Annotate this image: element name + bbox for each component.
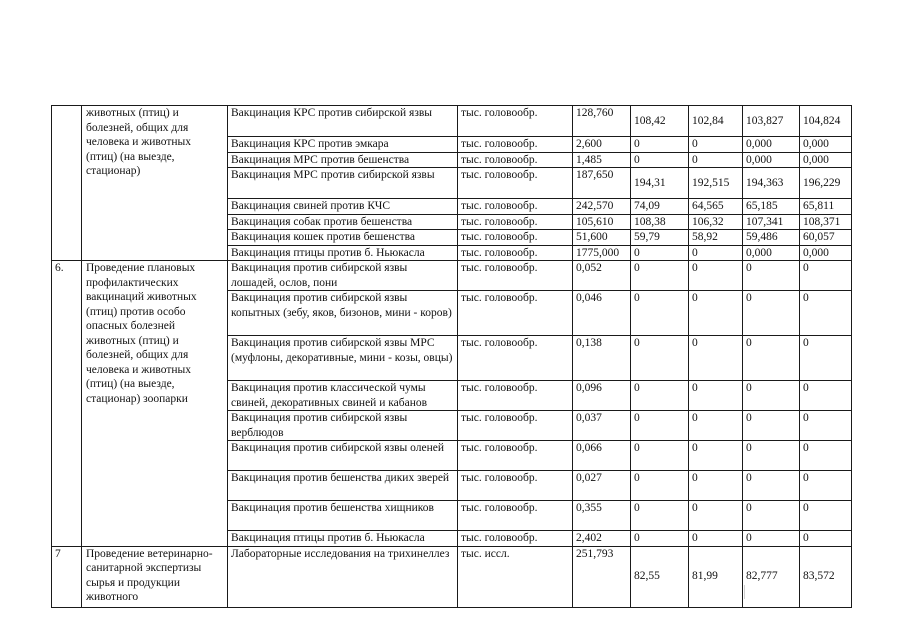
unit-cell: тыс. головообр. [458,291,573,336]
value-cell: 82,777 [743,546,800,607]
value-cell: 0 [743,336,800,381]
activity-name: Вакцинация МРС против сибирской язвы [228,168,458,199]
value-cell: 0 [743,261,800,291]
value-cell: 0 [689,531,743,547]
unit-cell: тыс. головообр. [458,245,573,261]
unit-cell: тыс. головообр. [458,230,573,246]
value-cell: 83,572 [800,546,852,607]
value-cell: 0 [631,336,689,381]
value-cell: 192,515 [689,168,743,199]
value-cell: 0 [743,441,800,471]
value-cell: 0,052 [573,261,631,291]
activity-name: Вакцинация птицы против б. Ньюкасла [228,245,458,261]
activity-name: Вакцинация птицы против б. Ньюкасла [228,531,458,547]
section-title: животных (птиц) и болезней, общих для человека и животных (птиц) (на выезде, стационар) [82,106,228,261]
value-cell: 0 [800,501,852,531]
unit-cell: тыс. головообр. [458,137,573,153]
value-cell: 108,42 [631,106,689,137]
activity-name: Вакцинация против классической чумы свиней, декоративных свиней и кабанов [228,381,458,411]
value-cell: 0,046 [573,291,631,336]
value-cell: 0 [800,411,852,441]
value-cell: 194,31 [631,168,689,199]
unit-cell: тыс. головообр. [458,381,573,411]
value-cell: 251,793 [573,546,631,607]
value-cell: 0,037 [573,411,631,441]
value-cell: 65,185 [743,199,800,215]
value-cell: 0,000 [800,245,852,261]
value-cell: 104,824 [800,106,852,137]
activity-name: Вакцинация против бешенства хищников [228,501,458,531]
value-cell: 187,650 [573,168,631,199]
value-cell: 1775,000 [573,245,631,261]
unit-cell: тыс. головообр. [458,411,573,441]
value-cell: 0,027 [573,471,631,501]
unit-cell: тыс. головообр. [458,261,573,291]
value-cell: 59,486 [743,230,800,246]
value-cell: 0 [689,137,743,153]
value-cell: 0 [631,531,689,547]
activity-name: Вакцинация свиней против КЧС [228,199,458,215]
value-cell: 0 [689,291,743,336]
value-cell: 103,827 [743,106,800,137]
value-cell: 0 [800,381,852,411]
value-cell: 0 [689,501,743,531]
value-cell: 0 [631,261,689,291]
value-cell: 0,355 [573,501,631,531]
activity-name: Вакцинация МРС против бешенства [228,152,458,168]
value-cell: 105,610 [573,214,631,230]
value-cell: 59,79 [631,230,689,246]
value-cell: 0 [689,411,743,441]
value-cell: 0 [800,291,852,336]
value-cell: 0 [743,471,800,501]
value-cell: 0 [800,441,852,471]
value-cell: 102,84 [689,106,743,137]
unit-cell: тыс. головообр. [458,199,573,215]
value-cell: 51,600 [573,230,631,246]
value-cell: 0 [689,471,743,501]
scan-artifact [744,585,745,599]
value-cell: 2,600 [573,137,631,153]
value-cell: 0 [743,291,800,336]
activity-name: Вакцинация против сибирской язвы верблюдов [228,411,458,441]
row-number: 6. [52,261,82,547]
section-title: Проведение плановых профилактических вакцинаций животных (птиц) против особо опасных болезней животных (птиц) и болезней, общих для человека и животных (птиц) (на выезде, стационар) зоопарки [82,261,228,547]
value-cell: 0 [689,381,743,411]
value-cell: 0 [800,531,852,547]
activity-name: Вакцинация против сибирской язвы копытных (зебу, яков, бизонов, мини - коров) [228,291,458,336]
table-row [52,106,852,137]
value-cell: 65,811 [800,199,852,215]
value-cell: 0,138 [573,336,631,381]
value-cell: 0,000 [743,245,800,261]
value-cell: 0 [689,441,743,471]
unit-cell: тыс. головообр. [458,336,573,381]
unit-cell: тыс. головообр. [458,168,573,199]
value-cell: 0 [689,152,743,168]
value-cell: 108,38 [631,214,689,230]
value-cell: 0 [631,411,689,441]
activity-name: Вакцинация против сибирской язвы лошадей, ослов, пони [228,261,458,291]
table-row [52,546,852,607]
value-cell: 0 [631,291,689,336]
activity-name: Лабораторные исследования на трихинеллез [228,546,458,607]
value-cell: 0 [631,137,689,153]
unit-cell: тыс. головообр. [458,471,573,501]
value-cell: 64,565 [689,199,743,215]
value-cell: 0,000 [743,137,800,153]
value-cell: 0 [800,471,852,501]
value-cell: 108,371 [800,214,852,230]
value-cell: 0,000 [743,152,800,168]
value-cell: 0 [743,501,800,531]
value-cell: 0 [689,245,743,261]
unit-cell: тыс. головообр. [458,214,573,230]
value-cell: 106,32 [689,214,743,230]
unit-cell: тыс. головообр. [458,106,573,137]
value-cell: 0 [743,531,800,547]
value-cell: 58,92 [689,230,743,246]
value-cell: 0 [631,471,689,501]
unit-cell: тыс. головообр. [458,441,573,471]
unit-cell: тыс. головообр. [458,501,573,531]
value-cell: 74,09 [631,199,689,215]
value-cell: 0,096 [573,381,631,411]
activity-name: Вакцинация КРС против эмкара [228,137,458,153]
activity-name: Вакцинация кошек против бешенства [228,230,458,246]
value-cell: 196,229 [800,168,852,199]
activity-name: Вакцинация против сибирской язвы МРС (муфлоны, декоративные, мини - козы, овцы) [228,336,458,381]
value-cell: 1,485 [573,152,631,168]
value-cell: 81,99 [689,546,743,607]
value-cell: 242,570 [573,199,631,215]
data-table [51,105,852,608]
value-cell: 0 [689,336,743,381]
row-number: 7 [52,546,82,607]
section-title: Проведение ветеринарно-санитарной экспертизы сырья и продукции животного [82,546,228,607]
value-cell: 0 [631,441,689,471]
value-cell: 0 [743,411,800,441]
value-cell: 0 [689,261,743,291]
activity-name: Вакцинация против бешенства диких зверей [228,471,458,501]
value-cell: 60,057 [800,230,852,246]
value-cell: 0,066 [573,441,631,471]
activity-name: Вакцинация КРС против сибирской язвы [228,106,458,137]
table-row [52,261,852,291]
value-cell: 0 [631,501,689,531]
unit-cell: тыс. головообр. [458,152,573,168]
value-cell: 0 [631,381,689,411]
row-number [52,106,82,261]
unit-cell: тыс. иссл. [458,546,573,607]
activity-name: Вакцинация против сибирской язвы оленей [228,441,458,471]
value-cell: 194,363 [743,168,800,199]
value-cell: 82,55 [631,546,689,607]
value-cell: 2,402 [573,531,631,547]
value-cell: 0 [631,152,689,168]
value-cell: 0,000 [800,137,852,153]
value-cell: 128,760 [573,106,631,137]
value-cell: 0,000 [800,152,852,168]
value-cell: 0 [631,245,689,261]
value-cell: 0 [800,336,852,381]
activity-name: Вакцинация собак против бешенства [228,214,458,230]
value-cell: 107,341 [743,214,800,230]
value-cell: 0 [800,261,852,291]
unit-cell: тыс. головообр. [458,531,573,547]
value-cell: 0 [743,381,800,411]
